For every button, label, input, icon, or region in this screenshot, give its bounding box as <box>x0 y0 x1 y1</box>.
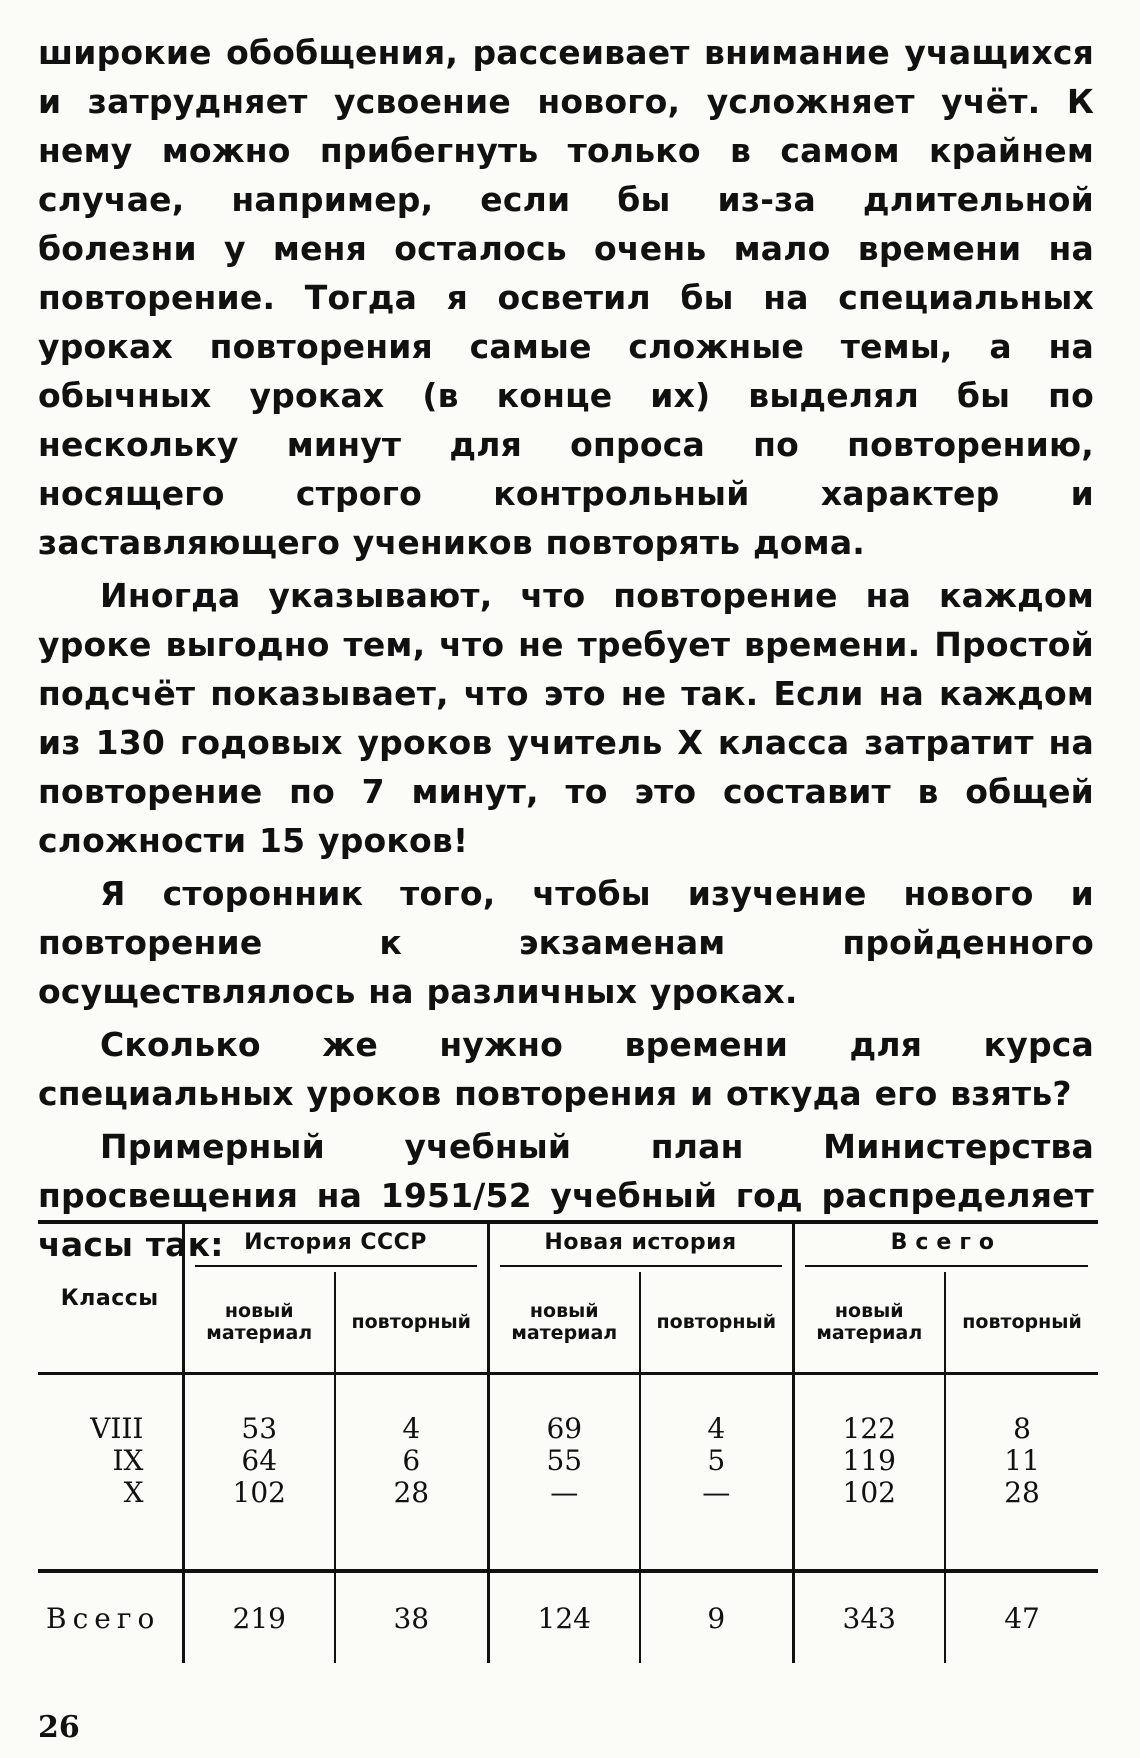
total-label: Всего <box>46 1601 161 1635</box>
sub-header-new: новый материал <box>488 1272 640 1374</box>
total-cell: 219 <box>183 1571 335 1663</box>
value-cell: 119 <box>793 1445 945 1477</box>
value-cell: 28 <box>335 1477 488 1571</box>
sub-header-repeat: повторный <box>640 1272 793 1374</box>
value-cell: 4 <box>640 1374 793 1446</box>
table-total-row <box>38 1571 1098 1663</box>
value-cell: — <box>640 1477 793 1571</box>
classes-header: Классы <box>38 1222 183 1374</box>
page-text <box>38 28 1094 1269</box>
value-cell: 69 <box>488 1374 640 1446</box>
total-cell: 9 <box>640 1571 793 1663</box>
value-cell: 8 <box>945 1374 1098 1446</box>
group-label: История СССР <box>195 1230 477 1267</box>
group-label: Всего <box>805 1230 1089 1267</box>
table-header-subcolumns <box>38 1272 1098 1374</box>
class-cell: VIII <box>90 1412 144 1445</box>
sub-header-repeat: повторный <box>945 1272 1098 1374</box>
paragraph-1: широкие обобщения, рассеивает внимание учащихся и затрудняет усвоение нового, усложняет учёт. К нему можно прибегнуть только в самом крайнем случае, например, если бы из-за длительной болезни у меня осталось очень мало времени на повторение. Тогда я осветил бы на специальных уроках повторения самые сложные темы, а на обычных уроках (в конце их) выделял бы по нескольку минут для опроса по повторению, носящего строго контрольный характер и заставляющего учеников повторять дома. <box>38 33 1094 562</box>
table-header-groups <box>38 1222 1098 1272</box>
table-row <box>38 1477 1098 1571</box>
value-cell: — <box>488 1477 640 1571</box>
value-cell: 102 <box>793 1477 945 1571</box>
class-cell: X <box>38 1477 183 1571</box>
paragraph-2: Иногда указывают, что повторение на каждом уроке выгодно тем, что не требует времени. Простой подсчёт показывает, что это не так. Если на каждом из 130 годовых уроков учитель X класса затратит на повторение по 7 минут, то это составит в общей сложности 15 уроков! <box>38 576 1094 860</box>
study-plan-table <box>38 1220 1098 1663</box>
group-header-modern-history <box>488 1222 793 1272</box>
value-cell: 28 <box>945 1477 1098 1571</box>
paragraph-4: Сколько же нужно времени для курса специальных уроков повторения и откуда его взять? <box>38 1025 1094 1113</box>
paragraph-5: Примерный учебный план Министерства просвещения на 1951/52 учебный год распределяет часы так: <box>38 1127 1094 1264</box>
value-cell: 11 <box>945 1445 1098 1477</box>
page-number: 26 <box>38 1710 80 1745</box>
total-cell: 343 <box>793 1571 945 1663</box>
sub-header-repeat: повторный <box>335 1272 488 1374</box>
value-cell: 53 <box>183 1374 335 1446</box>
value-cell: 6 <box>335 1445 488 1477</box>
total-cell: 47 <box>945 1571 1098 1663</box>
total-cell: 124 <box>488 1571 640 1663</box>
table-row <box>38 1445 1098 1477</box>
group-header-ussr-history <box>183 1222 488 1272</box>
study-plan-table-wrapper <box>38 1220 1098 1663</box>
value-cell: 4 <box>335 1374 488 1446</box>
value-cell: 5 <box>640 1445 793 1477</box>
group-header-total <box>793 1222 1098 1272</box>
value-cell: 102 <box>183 1477 335 1571</box>
paragraph-3: Я сторонник того, чтобы изучение нового и повторение к экзаменам пройденного осуществлялось на различных уроках. <box>38 874 1094 1011</box>
value-cell: 122 <box>793 1374 945 1446</box>
group-label: Новая история <box>500 1230 782 1267</box>
value-cell: 55 <box>488 1445 640 1477</box>
sub-header-new: новый материал <box>793 1272 945 1374</box>
class-cell: IX <box>112 1444 144 1477</box>
total-cell: 38 <box>335 1571 488 1663</box>
table-row <box>38 1374 1098 1446</box>
sub-header-new: новый материал <box>183 1272 335 1374</box>
value-cell: 64 <box>183 1445 335 1477</box>
